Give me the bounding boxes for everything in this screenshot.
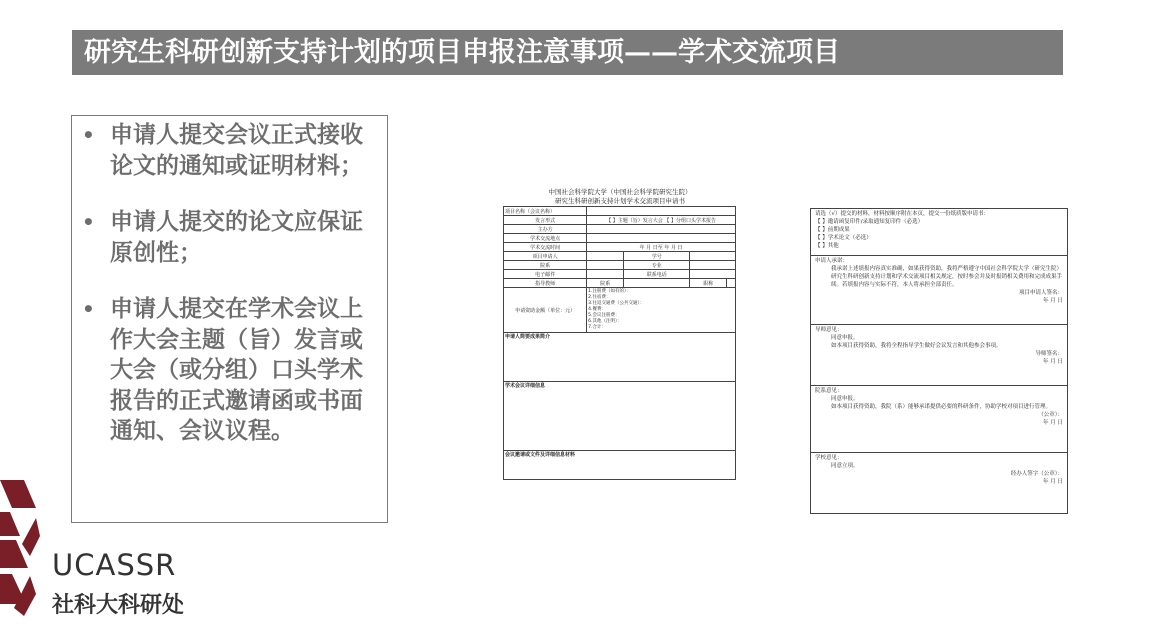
- form2-text: 同意申报。: [831, 396, 859, 402]
- form1-cell: 学号: [624, 252, 690, 261]
- form2-dept: [811, 386, 1067, 453]
- form2-commitment: [811, 256, 1067, 325]
- bullet-text: 申请人提交会议正式接收论文的通知或证明材料；: [110, 121, 363, 179]
- form1-cell: 学术交流地点: [504, 234, 587, 243]
- form2-date: 年 月 日: [1043, 420, 1063, 426]
- form1-cell: 联系电话: [624, 270, 690, 279]
- form1-funding-cell: [587, 288, 736, 333]
- form2-text: 如本项目获得资助，我将全程指导学生做好会议发言和其他参会事项。: [831, 343, 1002, 349]
- page-title: 研究生科研创新支持计划的项目申报注意事项——学术交流项目: [72, 30, 1063, 75]
- form1-cell: [587, 234, 736, 243]
- form2-check: 【 】其他: [815, 243, 839, 249]
- form1-cell: [587, 252, 624, 261]
- form1-cell: [587, 225, 736, 234]
- form2-text: 如本项目获得资助，我院（系）能够承诺提供必要的科研条件，协助学校对项目进行管理。: [831, 404, 1052, 410]
- form1-cell: 专业: [624, 261, 690, 270]
- bullet-item: [82, 120, 377, 181]
- form2-text: 同意立项。: [831, 463, 859, 469]
- form1-cell: 职称: [690, 279, 727, 288]
- form1-section: 会议邀请或文件及详细信息材料: [504, 451, 736, 480]
- form1-section: 学术会议详细信息: [504, 382, 736, 451]
- logo-text: UCASSR: [52, 548, 177, 582]
- form1-cell: [587, 207, 736, 216]
- form2-check: 【 】前期成果: [815, 227, 850, 233]
- form2-label: 院系意见：: [815, 388, 843, 394]
- form1-header1: 中国社会科学院大学（中国社会科学院研究生院）: [548, 188, 692, 196]
- bullet-dot-icon: •: [82, 123, 95, 147]
- logo-cn-text: 社科大科研处: [52, 593, 185, 618]
- bullet-item: [82, 207, 377, 268]
- form1-cell: 学术交流时间: [504, 243, 587, 252]
- form1-cell: [690, 252, 736, 261]
- bullet-dot-icon: •: [82, 210, 95, 234]
- funding-item: 4.餐费：: [588, 307, 606, 312]
- form1-cell: [690, 261, 736, 270]
- funding-item: 1.注册费（如有的）：: [588, 289, 631, 294]
- form2-sign: （公章）：: [1038, 412, 1063, 418]
- form2-date: 年 月 日: [1043, 479, 1063, 485]
- form1-cell: [587, 270, 624, 279]
- form2-label: 导师意见：: [815, 327, 843, 333]
- form2-school: [811, 453, 1067, 505]
- form2-advisor: [811, 325, 1067, 386]
- form2-intro: 请选（√）提交的材料，材料按顺序附在本页，提交一份纸质版申请书：: [815, 211, 990, 217]
- form2-label: 申请人承诺：: [815, 258, 849, 264]
- form1-section: 申请人简要成果简介: [504, 333, 736, 382]
- bullet-dot-icon: •: [82, 297, 95, 321]
- form2-check: 【 】学术论文（必选）: [815, 235, 872, 241]
- application-form-page1: [500, 188, 740, 514]
- form1-cell: 发言形式: [504, 216, 587, 225]
- funding-item: 7.合计：: [588, 325, 606, 330]
- form2-sign: 项目申请人签名：: [1018, 290, 1063, 296]
- form2-materials: [811, 209, 1067, 256]
- funding-item: 5.会议注册费：: [588, 313, 620, 318]
- form1-cell: [587, 261, 624, 270]
- form1-cell: [624, 279, 690, 288]
- form1-cell: 申请资助金额（单位：元）: [504, 288, 587, 333]
- bullet-text: 申请人提交在学术会议上作大会主题（旨）发言或大会（或分组）口头学术报告的正式邀请函或书面通知、会议议程。: [110, 295, 363, 444]
- bullet-item: [82, 294, 377, 447]
- form2-check: 【 】邀请函复印件/录取通知复印件（必选）: [815, 219, 924, 225]
- form2-text: 我承诺上述填报内容真实准确，如果获得资助，我将严格遵守中国社会科学院大学（研究生院）研究生科研创新支持计划和学术交流项目相关规定，按时参会并及时报销相关费用和完成成果手续。若填报内容与实际不符，本人将承担全部责任。: [831, 266, 1063, 288]
- form2-text: 同意申报。: [831, 335, 859, 341]
- form1-table: [503, 206, 736, 480]
- form1-header2: 研究生科研创新支持计划学术交流项目申请书: [555, 197, 685, 205]
- form1-cell: 年 月 日至 年 月 日: [587, 243, 736, 252]
- form2-date: 年 月 日: [1043, 359, 1063, 365]
- bullet-text: 申请人提交的论文应保证原创性；: [110, 208, 363, 266]
- funding-item: 6.其他（注明）：: [588, 319, 622, 324]
- bullet-box: [71, 115, 388, 523]
- form2-sign: 导师签名：: [1035, 351, 1063, 357]
- form1-cell: [690, 270, 736, 279]
- form1-cell: 电子邮件: [504, 270, 587, 279]
- form1-cell: 指导教师: [504, 279, 587, 288]
- form1-cell: 【 】主题（旨）发言大会 【 】分组口头学术报告: [587, 216, 736, 225]
- form1-cell: 院系: [504, 261, 587, 270]
- form1-cell: [727, 279, 736, 288]
- form2-sign: 经办人签字（公章）：: [1010, 471, 1063, 477]
- funding-item: 3.往返交通费（公共交通）：: [588, 301, 645, 306]
- form1-cell: 项目名称（会议名称）: [504, 207, 587, 216]
- form1-cell: 主办方: [504, 225, 587, 234]
- form2-label: 学校意见：: [815, 455, 843, 461]
- form1-cell: 项目申请人: [504, 252, 587, 261]
- form2-date: 年 月 日: [1043, 298, 1063, 304]
- application-form-page2: [810, 208, 1068, 514]
- funding-item: 2.住宿费：: [588, 295, 611, 300]
- form1-cell: 院系: [587, 279, 624, 288]
